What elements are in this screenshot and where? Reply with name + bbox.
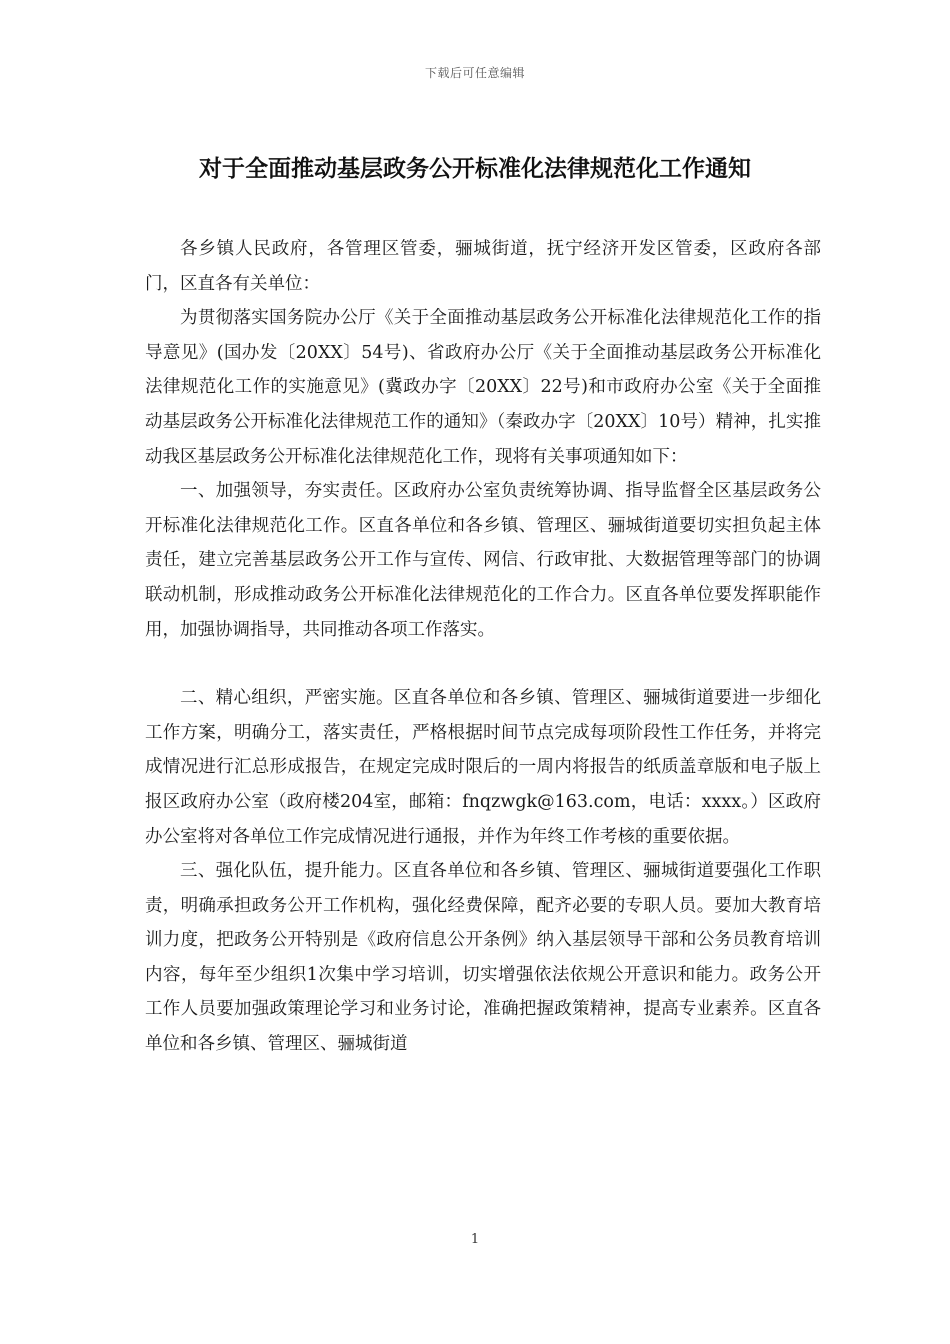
section-1-paragraph: 一、加强领导，夯实责任。区政府办公室负责统筹协调、指导监督全区基层政务公开标准化法律规范化工作。区直各单位和各乡镇、管理区、骊城街道要切实担负起主体责任，建立完善基层政务公开工作与宣传、网信、行政审批、大数据管理等部门的协调联动机制，形成推动政务公开标准化法律规范化的工作合力。区直各单位要发挥职能作用，加强协调指导，共同推动各项工作落实。	[145, 481, 821, 640]
document-body	[145, 232, 821, 1062]
page-number: 1	[470, 1232, 480, 1247]
addressee-paragraph: 各乡镇人民政府，各管理区管委，骊城街道，抚宁经济开发区管委，区政府各部门，区直各有关单位：	[145, 239, 821, 294]
section-3-paragraph: 三、强化队伍，提升能力。区直各单位和各乡镇、管理区、骊城街道要强化工作职责，明确承担政务公开工作机构，强化经费保障，配齐必要的专职人员。要加大教育培训力度，把政务公开特别是《政府信息公开条例》纳入基层领导干部和公务员教育培训内容，每年至少组织1次集中学习培训，切实增强依法依规公开意识和能力。政务公开工作人员要加强政策理论学习和业务讨论，准确把握政策精神，提高专业素养。区直各单位和各乡镇、管理区、骊城街道	[145, 861, 821, 1055]
section-2-paragraph: 二、精心组织，严密实施。区直各单位和各乡镇、管理区、骊城街道要进一步细化工作方案，明确分工，落实责任，严格根据时间节点完成每项阶段性工作任务，并将完成情况进行汇总形成报告，在规定完成时限后的一周内将报告的纸质盖章版和电子版上报区政府办公室（政府楼204室，邮箱：fnqzwgk@163.com，电话：xxxx。）区政府办公室将对各单位工作完成情况进行通报，并作为年终工作考核的重要依据。	[145, 688, 821, 847]
header-note: 下载后可任意编辑	[424, 66, 525, 80]
intro-paragraph: 为贯彻落实国务院办公厅《关于全面推动基层政务公开标准化法律规范化工作的指导意见》(国办发〔20XX〕54号)、省政府办公厅《关于全面推动基层政务公开标准化法律规范化工作的实施意见》(冀政办字〔20XX〕22号)和市政府办公室《关于全面推动基层政务公开标准化法律规范工作的通知》（秦政办字〔20XX〕10号）精神，扎实推动我区基层政务公开标准化法律规范化工作，现将有关事项通知如下：	[145, 308, 821, 467]
document-title: 对于全面推动基层政务公开标准化法律规范化工作通知	[199, 156, 751, 182]
